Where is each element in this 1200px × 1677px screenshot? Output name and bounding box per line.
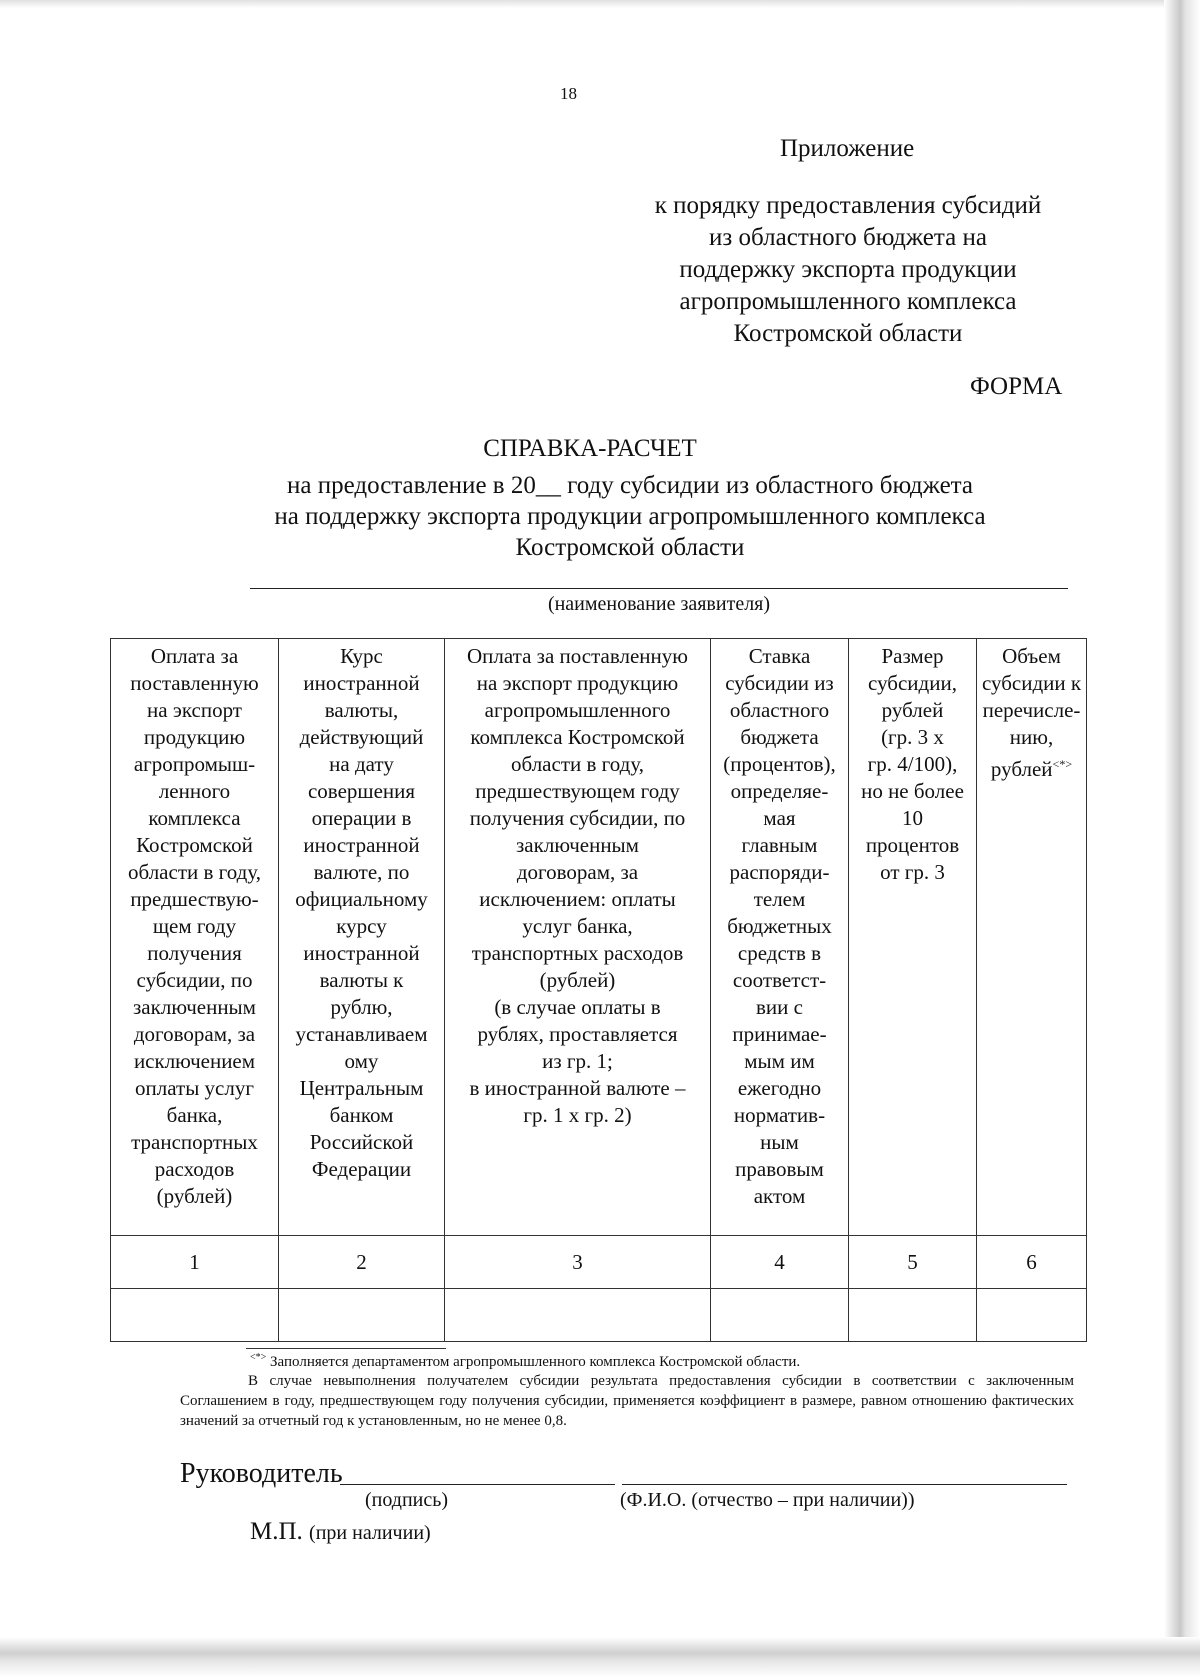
seal-label: М.П.	[250, 1518, 303, 1545]
seal-place	[250, 1518, 431, 1546]
column-header-6-footnote-mark: <*>	[1052, 757, 1073, 771]
data-entry-row	[111, 1289, 1087, 1342]
column-header-2: Курс иностранной валюты, действующий на дату совершения операции в иностранной валюте, по официальному курсу иностранной валюты к рублю, устанавливаем ому Центральным банком Российской Федерации	[279, 639, 445, 1236]
footnote-mark: <*>	[250, 1352, 267, 1363]
form-label: ФОРМА	[970, 373, 1063, 400]
column-number: 6	[977, 1236, 1087, 1289]
document-subtitle: на предоставление в 20__ году субсидии из областного бюджета на поддержку экспорта продукции агропромышленного комплекса Костромской области	[274, 472, 986, 561]
column-header-3: Оплата за поставленную на экспорт продукцию агропромышленного комплекса Костромской области в году, предшествующем году получения субсидии, по заключенным договорам, за исключением: оплаты услуг банка, транспортных расходов (рублей) (в случае оплаты в рублях, проставляется из гр. 1; в иностранной валюте – гр. 1 х гр. 2)	[445, 639, 711, 1236]
column-header-4: Ставка субсидии из областного бюджета (процентов), определяе- мая главным распоряди- телем бюджетных средств в соответст- вии с принимае- мым им ежегодно норматив- ным правовым актом	[711, 639, 849, 1236]
data-cell-1[interactable]	[111, 1289, 279, 1342]
data-cell-5[interactable]	[849, 1289, 977, 1342]
footnote-rule	[246, 1348, 446, 1349]
head-label: Руководитель	[180, 1458, 343, 1489]
footnote-1-text: Заполняется департаментом агропромышленного комплекса Костромской области.	[266, 1354, 801, 1370]
scan-bottom-edge	[0, 1637, 1200, 1677]
data-cell-3[interactable]	[445, 1289, 711, 1342]
footnote-1	[250, 1352, 800, 1371]
applicant-caption: (наименование заявителя)	[547, 593, 771, 615]
applicant-name-line[interactable]	[250, 588, 1068, 589]
data-cell-4[interactable]	[711, 1289, 849, 1342]
signature-line[interactable]	[340, 1484, 615, 1485]
column-number: 2	[279, 1236, 445, 1289]
calculation-table	[110, 638, 1087, 1342]
column-number: 5	[849, 1236, 977, 1289]
column-header-6-text: Объем субсидии к перечисле- нию, рублей	[981, 644, 1082, 781]
scan-right-edge	[1164, 0, 1200, 1677]
seal-note: (при наличии)	[309, 1522, 431, 1544]
footnote-2: В случае невыполнения получателем субсидии результата предоставления субсидии в соответствии с заключенным Соглашением в году, предшествующем году получения субсидии, применяется коэффициент в размере, равном отношению фактических значений за отчетный год к установленным, но не менее 0,8.	[180, 1373, 1074, 1429]
column-header-1: Оплата за поставленную на экспорт продукцию агропромыш- ленного комплекса Костромской области в году, предшествую- щем году получения субсидии, по заключенным договорам, за исключением оплаты услуг банка, транспортных расходов (рублей)	[111, 639, 279, 1236]
scan-top-edge	[0, 0, 1200, 8]
table-header-row	[111, 639, 1087, 1236]
signature-caption: (подпись)	[365, 1489, 449, 1511]
column-header-6	[977, 639, 1087, 1236]
page-number: 18	[560, 84, 577, 103]
column-number-row	[111, 1236, 1087, 1289]
annex-title: Приложение	[780, 135, 915, 162]
column-number: 3	[445, 1236, 711, 1289]
data-cell-2[interactable]	[279, 1289, 445, 1342]
column-number: 1	[111, 1236, 279, 1289]
document-title: СПРАВКА-РАСЧЕТ	[483, 435, 697, 462]
data-cell-6[interactable]	[977, 1289, 1087, 1342]
column-header-5: Размер субсидии, рублей (гр. 3 х гр. 4/100), но не более 10 процентов от гр. 3	[849, 639, 977, 1236]
full-name-line[interactable]	[622, 1484, 1067, 1485]
annex-subtitle: к порядку предоставления субсидий из областного бюджета на поддержку экспорта продукции агропромышленного комплекса Костромской области	[654, 192, 1042, 347]
full-name-caption: (Ф.И.О. (отчество – при наличии))	[620, 1489, 915, 1511]
column-number: 4	[711, 1236, 849, 1289]
